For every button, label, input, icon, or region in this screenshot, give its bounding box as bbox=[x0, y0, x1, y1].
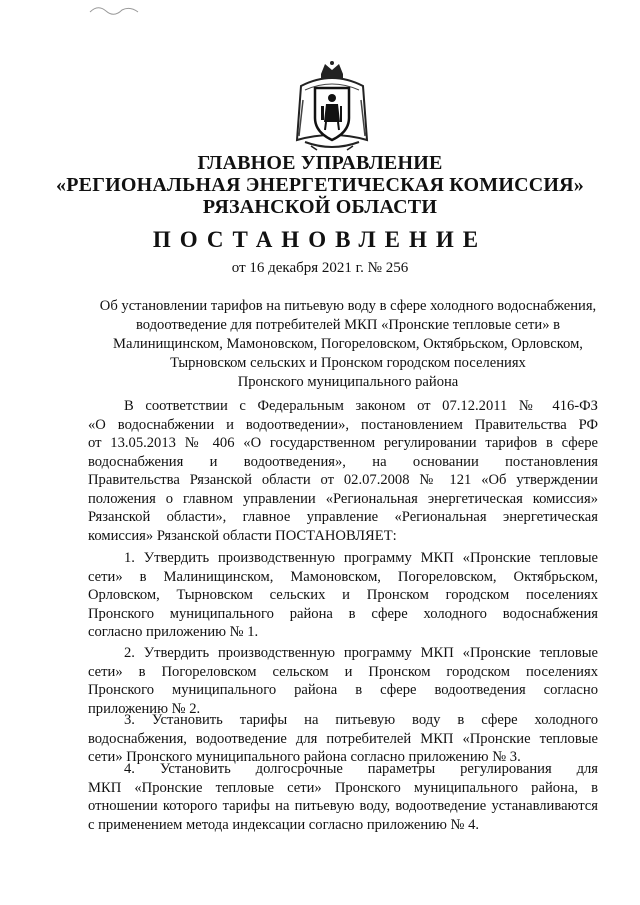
preamble-line: «О водоснабжении и водоотведении», постановлением Правительства РФ bbox=[88, 416, 598, 433]
item-1-line: 1. Утвердить производственную программу МКП «Пронские тепловые bbox=[124, 550, 598, 566]
preamble-line: Рязанской области», главное управление «Региональная энергетическая bbox=[88, 509, 598, 525]
preamble-line: В соответствии с Федеральным законом от 07.12.2011 № 416-ФЗ bbox=[124, 398, 598, 414]
item-2-line: сети» в Погореловском сельском и Пронском городском поселениях bbox=[88, 663, 598, 680]
preamble-line: водоснабжения и водоотведения», на основании постановления bbox=[88, 453, 598, 470]
document-subject bbox=[88, 297, 608, 392]
preamble-paragraph bbox=[88, 397, 598, 545]
coat-of-arms-emblem bbox=[291, 60, 373, 152]
preamble-line: Правительства Рязанской области от 02.07.2008 № 121 «Об утверждении bbox=[88, 472, 598, 488]
preamble-line: от 13.05.2013 № 406 «О государственном регулировании тарифов в сфере bbox=[88, 435, 598, 451]
item-4-line: с применением метода индексации согласно приложению № 4. bbox=[88, 816, 480, 833]
authority-name-line-3: РЯЗАНСКОЙ ОБЛАСТИ bbox=[202, 196, 438, 218]
item-4-line: МКП «Пронские тепловые сети» Пронского муниципального района, в bbox=[88, 779, 598, 796]
item-1-line: Пронского муниципального района в сфере холодного водоснабжения bbox=[88, 605, 598, 622]
item-4-line: отношении которого тарифы на питьевую воду, водоотведение устанавливаются bbox=[88, 798, 598, 814]
item-1-paragraph bbox=[88, 549, 598, 642]
authority-name-line-1: ГЛАВНОЕ УПРАВЛЕНИЕ bbox=[197, 152, 443, 174]
preamble-line: положения о главном управлении «Региональная энергетическая комиссия» bbox=[88, 490, 598, 507]
item-2-paragraph bbox=[88, 644, 598, 718]
item-3-line: 3. Установить тарифы на питьевую воду в сфере холодного bbox=[124, 712, 598, 728]
subject-line: водоотведение для потребителей МКП «Пронские тепловые сети» в bbox=[135, 317, 561, 333]
item-4-paragraph bbox=[88, 760, 598, 834]
item-2-line: Пронского муниципального района в сфере водоотведения согласно bbox=[88, 682, 598, 698]
item-1-line: сети» в Малинищинском, Мамоновском, Погореловском, Октябрьском, bbox=[88, 568, 598, 585]
item-2-line: 2. Утвердить производственную программу МКП «Пронские тепловые bbox=[124, 645, 598, 661]
item-4-line: 4. Установить долгосрочные параметры регулирования для bbox=[124, 761, 598, 777]
document-type-title: ПОСТАНОВЛЕНИЕ bbox=[152, 227, 488, 252]
item-1-line: согласно приложению № 1. bbox=[88, 624, 259, 640]
item-3-line: сети» Пронского муниципального района согласно приложению № 3. bbox=[88, 749, 521, 765]
subject-line: Малинищинском, Мамоновском, Погореловском, Октябрьском, Орловском, bbox=[113, 336, 583, 352]
item-2-line: приложению № 2. bbox=[88, 700, 201, 717]
item-3-paragraph bbox=[88, 711, 598, 767]
authority-name-line-2: «РЕГИОНАЛЬНАЯ ЭНЕРГЕТИЧЕСКАЯ КОМИССИЯ» bbox=[56, 174, 584, 196]
subject-line: Тырновском сельских и Пронском городском поселениях bbox=[170, 355, 526, 371]
item-1-line: Орловском, Тырновском сельских и Пронском городском поселениях bbox=[88, 587, 598, 603]
subject-line: Пронского муниципального района bbox=[237, 374, 459, 390]
preamble-line: комиссия» Рязанской области ПОСТАНОВЛЯЕТ: bbox=[88, 527, 397, 544]
scan-mark bbox=[88, 2, 148, 18]
item-3-line: водоснабжения, водоотведение для потребителей МКП «Пронские тепловые bbox=[88, 730, 598, 747]
subject-line: Об установлении тарифов на питьевую воду в сфере холодного водоснабжения, bbox=[99, 298, 597, 314]
document-date-number: от 16 декабря 2021 г. № 256 bbox=[231, 260, 409, 276]
